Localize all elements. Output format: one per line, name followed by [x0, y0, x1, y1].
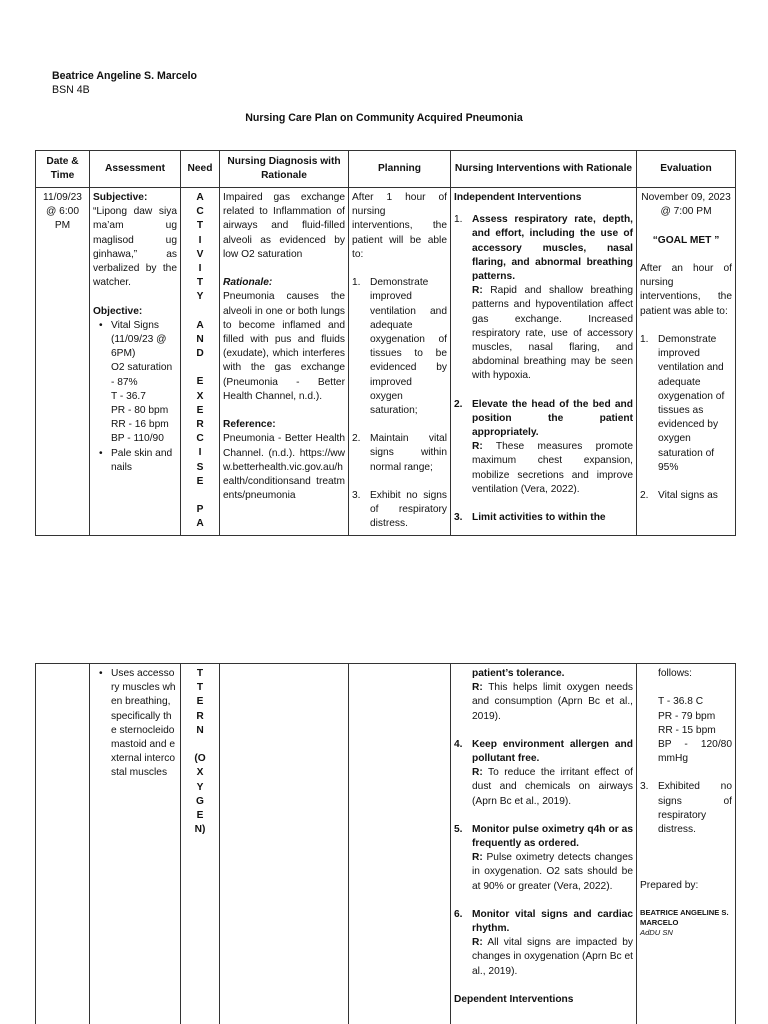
list-item: 3. Exhibit no signs of respiratory distress.: [352, 489, 447, 530]
date-time-cell: [36, 664, 90, 1024]
planning-cell: [349, 188, 451, 536]
list-item: [93, 319, 177, 447]
list-item: 1. Demonstrate improved ventilation and adequate oxygenation of tissues as evidenced by oxygen saturation of 95%: [640, 333, 725, 473]
column-header-date-time: Date & Time: [36, 151, 90, 188]
need-letter: D: [196, 348, 204, 360]
column-header-planning: Planning: [349, 151, 451, 188]
item3-rationale: R: This helps limit oxygen needs and consumption (Aprn Bc et al., 2019).: [472, 682, 633, 722]
preparer-name: BEATRICE ANGELINE S. MARCELO: [640, 907, 729, 927]
need-letter: X: [196, 390, 204, 402]
need-letter: R: [196, 419, 204, 430]
need-letter: [184, 489, 216, 503]
assessment-cell: [90, 664, 181, 1024]
need-letter: P: [196, 504, 204, 516]
reference-text: Pneumonia - Better Health Channel. (n.d.). https://www.betterhealth.vic.gov.au/health/conditionsand treatments/pneumonia: [223, 433, 345, 502]
need-letter: Y: [196, 781, 204, 793]
objective-list: [93, 319, 177, 475]
care-plan-table-page-1: [35, 150, 736, 536]
need-letter: X: [196, 767, 204, 779]
need-letter: I: [198, 262, 202, 274]
column-header-diagnosis: Nursing Diagnosis with Rationale: [220, 151, 349, 188]
evaluation-list: [640, 780, 732, 837]
need-letter: Y: [196, 291, 204, 303]
need-letter: A: [196, 192, 204, 203]
table-header-row: [36, 151, 736, 188]
need-letter: [184, 361, 216, 375]
pulse-rate: PR - 80 bpm: [111, 405, 169, 417]
independent-heading: Independent Interventions: [454, 192, 582, 203]
list-item: 1. Demonstrate improved ventilation and adequate oxygenation of tissues to be evidenced by improved oxygen saturation;: [352, 277, 447, 417]
preparer-affiliation: AdDU SN: [640, 927, 673, 937]
need-letter: T: [196, 682, 204, 694]
need-letter: R: [196, 710, 204, 722]
list-item: 2. Vital signs as: [640, 490, 718, 502]
planning-list: [352, 276, 447, 531]
table-row: [36, 188, 736, 536]
need-letter: [184, 738, 216, 752]
dependent-heading: Dependent Interventions: [454, 993, 574, 1005]
need-cell: [181, 188, 220, 536]
eval-pulse-rate: PR - 79 bpm: [658, 710, 716, 722]
list-item: 6. Monitor vital signs and cardiac rhythm. R: All vital signs are impacted by changes in oxygenation (Aprn Bc et al., 2019).: [454, 908, 633, 977]
interventions-cell: [451, 188, 637, 536]
respiratory-rate: RR - 16 bpm: [111, 419, 169, 431]
need-letter: V: [196, 248, 204, 260]
need-letter: T: [196, 277, 204, 289]
reference-label: Reference:: [223, 419, 276, 431]
column-header-interventions: Nursing Interventions with Rationale: [451, 151, 637, 188]
need-letter: C: [196, 206, 204, 218]
student-name: Beatrice Angeline S. Marcelo: [52, 70, 198, 82]
prepared-by-label: Prepared by:: [640, 880, 699, 892]
list-item: • Pale skin and nails: [93, 447, 177, 475]
rationale-text: Pneumonia causes the alveoli in one or both lungs to become inflamed and filled with pus and fluids (exudate), which interferes with the gas exchange (Pneumonia - Better Health Channel, n.d.).: [223, 291, 345, 402]
eval-blood-pressure: BP - 120/80 mmHg: [658, 739, 732, 765]
need-letter: I: [198, 447, 202, 459]
need-letter: I: [198, 234, 202, 246]
list-item: 3. Limit activities to within the: [454, 512, 606, 524]
interventions-list: [454, 213, 633, 525]
column-header-need: Need: [181, 151, 220, 188]
need-letter: C: [196, 433, 204, 445]
interventions-list: [454, 738, 633, 979]
list-item: 4. Keep environment allergen and pollutant free. R: To reduce the irritant effect of dust and chemicals on airways (Aprn Bc et al., 2019).: [454, 738, 633, 807]
need-letter: G: [196, 795, 204, 807]
column-header-evaluation: Evaluation: [637, 151, 736, 188]
objective-list: [93, 667, 177, 781]
diagnosis-cell: [220, 188, 349, 536]
need-letter: T: [196, 668, 204, 679]
eval-temperature: T - 36.8 C: [658, 696, 704, 708]
goal-status: “GOAL MET ”: [652, 234, 720, 246]
eval-respiratory-rate: RR - 15 bpm: [658, 724, 716, 736]
need-letter: (O: [194, 753, 206, 765]
list-item: 5. Monitor pulse oximetry q4h or as frequently as ordered. R: Pulse oximetry detects changes in oxygenation. O2 sats should be at 90% or greater (Vera, 2022).: [454, 823, 633, 892]
evaluation-time: @ 7:00 PM: [660, 206, 712, 218]
planning-intro: After 1 hour of nursing interventions, the patient will be able to:: [352, 192, 447, 260]
need-letter: E: [196, 376, 204, 388]
need-letter: E: [196, 809, 204, 821]
evaluation-cell: [637, 664, 736, 1024]
course-label: BSN 4B: [52, 84, 90, 96]
table-row: [36, 664, 736, 1024]
need-letter: N: [196, 724, 204, 736]
need-letter: [184, 305, 216, 319]
subjective-label: Subjective:: [93, 192, 148, 203]
vital-signs-title: • Vital Signs (11/09/23 @ 6PM): [111, 319, 167, 360]
evaluation-follows: follows:: [658, 668, 692, 679]
need-letter: N): [194, 824, 206, 836]
evaluation-list: [640, 333, 732, 503]
diagnosis-text: Impaired gas exchange related to Inflammation of airways and fluid-filled alveoli as evidenced by low O2 saturation: [223, 192, 345, 260]
care-plan-table-page-2: [35, 663, 736, 1024]
need-cell: [181, 664, 220, 1024]
assessment-cell: [90, 188, 181, 536]
need-letter: A: [196, 518, 204, 530]
subjective-text: “Lipong daw siya ma’am ug maglisod ug ginhawa,” as verbalized by the watcher.: [93, 206, 177, 289]
need-letter: N: [196, 333, 204, 345]
list-item: • Uses accessory muscles when breathing, specifically the sternocleidomastoid and external intercostal muscles: [93, 667, 177, 781]
need-letter: E: [196, 404, 204, 416]
column-header-assessment: Assessment: [90, 151, 181, 188]
date-time-cell: [36, 188, 90, 536]
blood-pressure: BP - 110/90: [111, 433, 164, 445]
evaluation-intro: After an hour of nursing interventions, the patient was able to:: [640, 262, 732, 317]
interventions-cell: [451, 664, 637, 1024]
list-item: 2. Elevate the head of the bed and position the patient appropriately. R: These measures promote maximum chest expansion, mobilize secretions and improve ventilation (Vera, 2022).: [454, 398, 633, 495]
evaluation-date: November 09, 2023: [641, 192, 731, 203]
date-time-text: 11/09/23 @ 6:00 PM: [43, 192, 82, 232]
temperature: T - 36.7: [111, 390, 146, 402]
rationale-label: Rationale:: [223, 277, 273, 289]
need-letter: A: [196, 319, 204, 331]
need-letter: E: [196, 475, 204, 487]
item3-continued: patient’s tolerance.: [472, 668, 565, 679]
need-letter: S: [196, 461, 204, 473]
evaluation-cell: [637, 188, 736, 536]
list-item: 3. Exhibited no signs of respiratory distress.: [640, 781, 732, 836]
document-title: Nursing Care Plan on Community Acquired Pneumonia: [245, 112, 523, 124]
diagnosis-cell: [220, 664, 349, 1024]
need-letter: E: [196, 696, 204, 708]
o2-saturation: O2 saturation - 87%: [111, 362, 173, 388]
list-item: 1. Assess respiratory rate, depth, and effort, including the use of accessory muscles, nasal flaring, and abnormal breathing patterns. R: Rapid and shallow breathing patterns and hypoventilation affect gas exchange. Increased respiratory rate, use of accessory muscles, nasal flaring, and abdominal breathing may be seen with hypoxia.: [454, 214, 633, 382]
need-letter: T: [196, 220, 204, 232]
list-item: 2. Maintain vital signs within normal range;: [352, 433, 447, 473]
planning-cell: [349, 664, 451, 1024]
objective-label: Objective:: [93, 305, 143, 317]
